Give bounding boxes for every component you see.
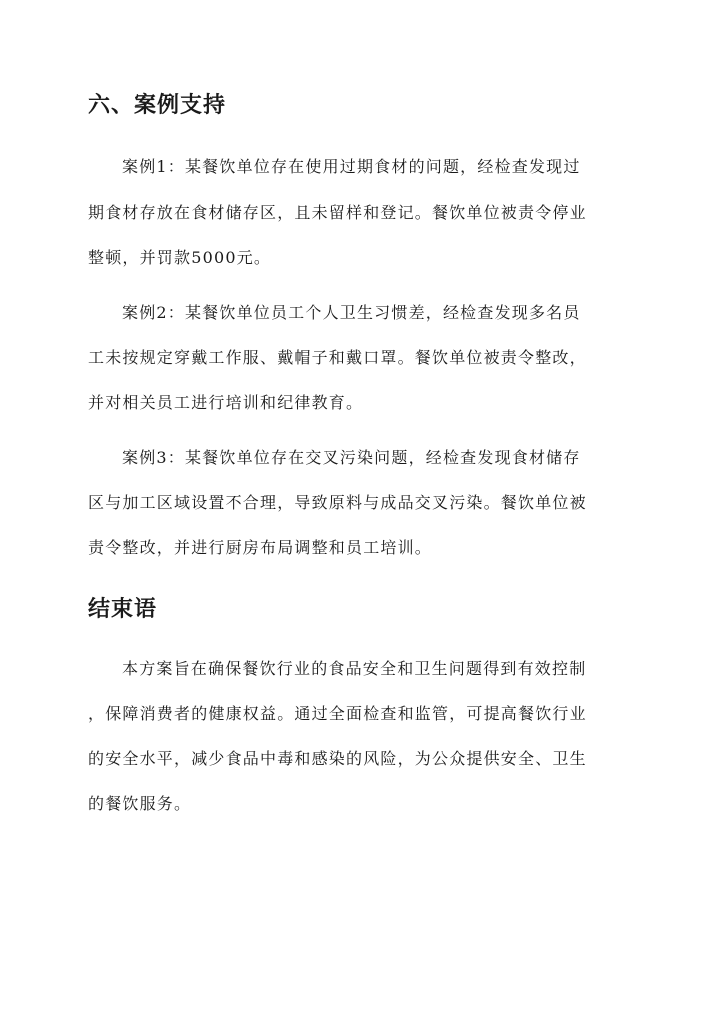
paragraph-line: 的餐饮服务。 <box>88 794 192 813</box>
paragraph-line: 整顿，并罚款5000元。 <box>88 248 272 267</box>
paragraph-line: 区与加工区域设置不合理，导致原料与成品交叉污染。餐饮单位被 <box>88 493 587 512</box>
paragraph-line: 并对相关员工进行培训和纪律教育。 <box>88 393 364 412</box>
paragraph-line: 案例3：某餐饮单位存在交叉污染问题，经检查发现食材储存 <box>122 448 581 467</box>
paragraph-line: ，保障消费者的健康权益。通过全面检查和监管，可提高餐饮行业 <box>88 704 587 723</box>
paragraph-line: 的安全水平，减少食品中毒和感染的风险，为公众提供安全、卫生 <box>88 749 587 768</box>
paragraph-line: 案例1：某餐饮单位存在使用过期食材的问题，经检查发现过 <box>122 157 581 176</box>
section-title-cases: 六、案例支持 <box>88 92 227 118</box>
paragraph-line: 责令整改，并进行厨房布局调整和员工培训。 <box>88 538 433 557</box>
section-title-conclusion: 结束语 <box>88 596 158 622</box>
paragraph-line: 工未按规定穿戴工作服、戴帽子和戴口罩。餐饮单位被责令整改， <box>88 348 587 367</box>
paragraph-line: 本方案旨在确保餐饮行业的食品安全和卫生问题得到有效控制 <box>122 659 587 678</box>
paragraph-line: 期食材存放在食材储存区，且未留样和登记。餐饮单位被责令停业 <box>88 203 587 222</box>
paragraph-line: 案例2：某餐饮单位员工个人卫生习惯差，经检查发现多名员 <box>122 303 581 322</box>
